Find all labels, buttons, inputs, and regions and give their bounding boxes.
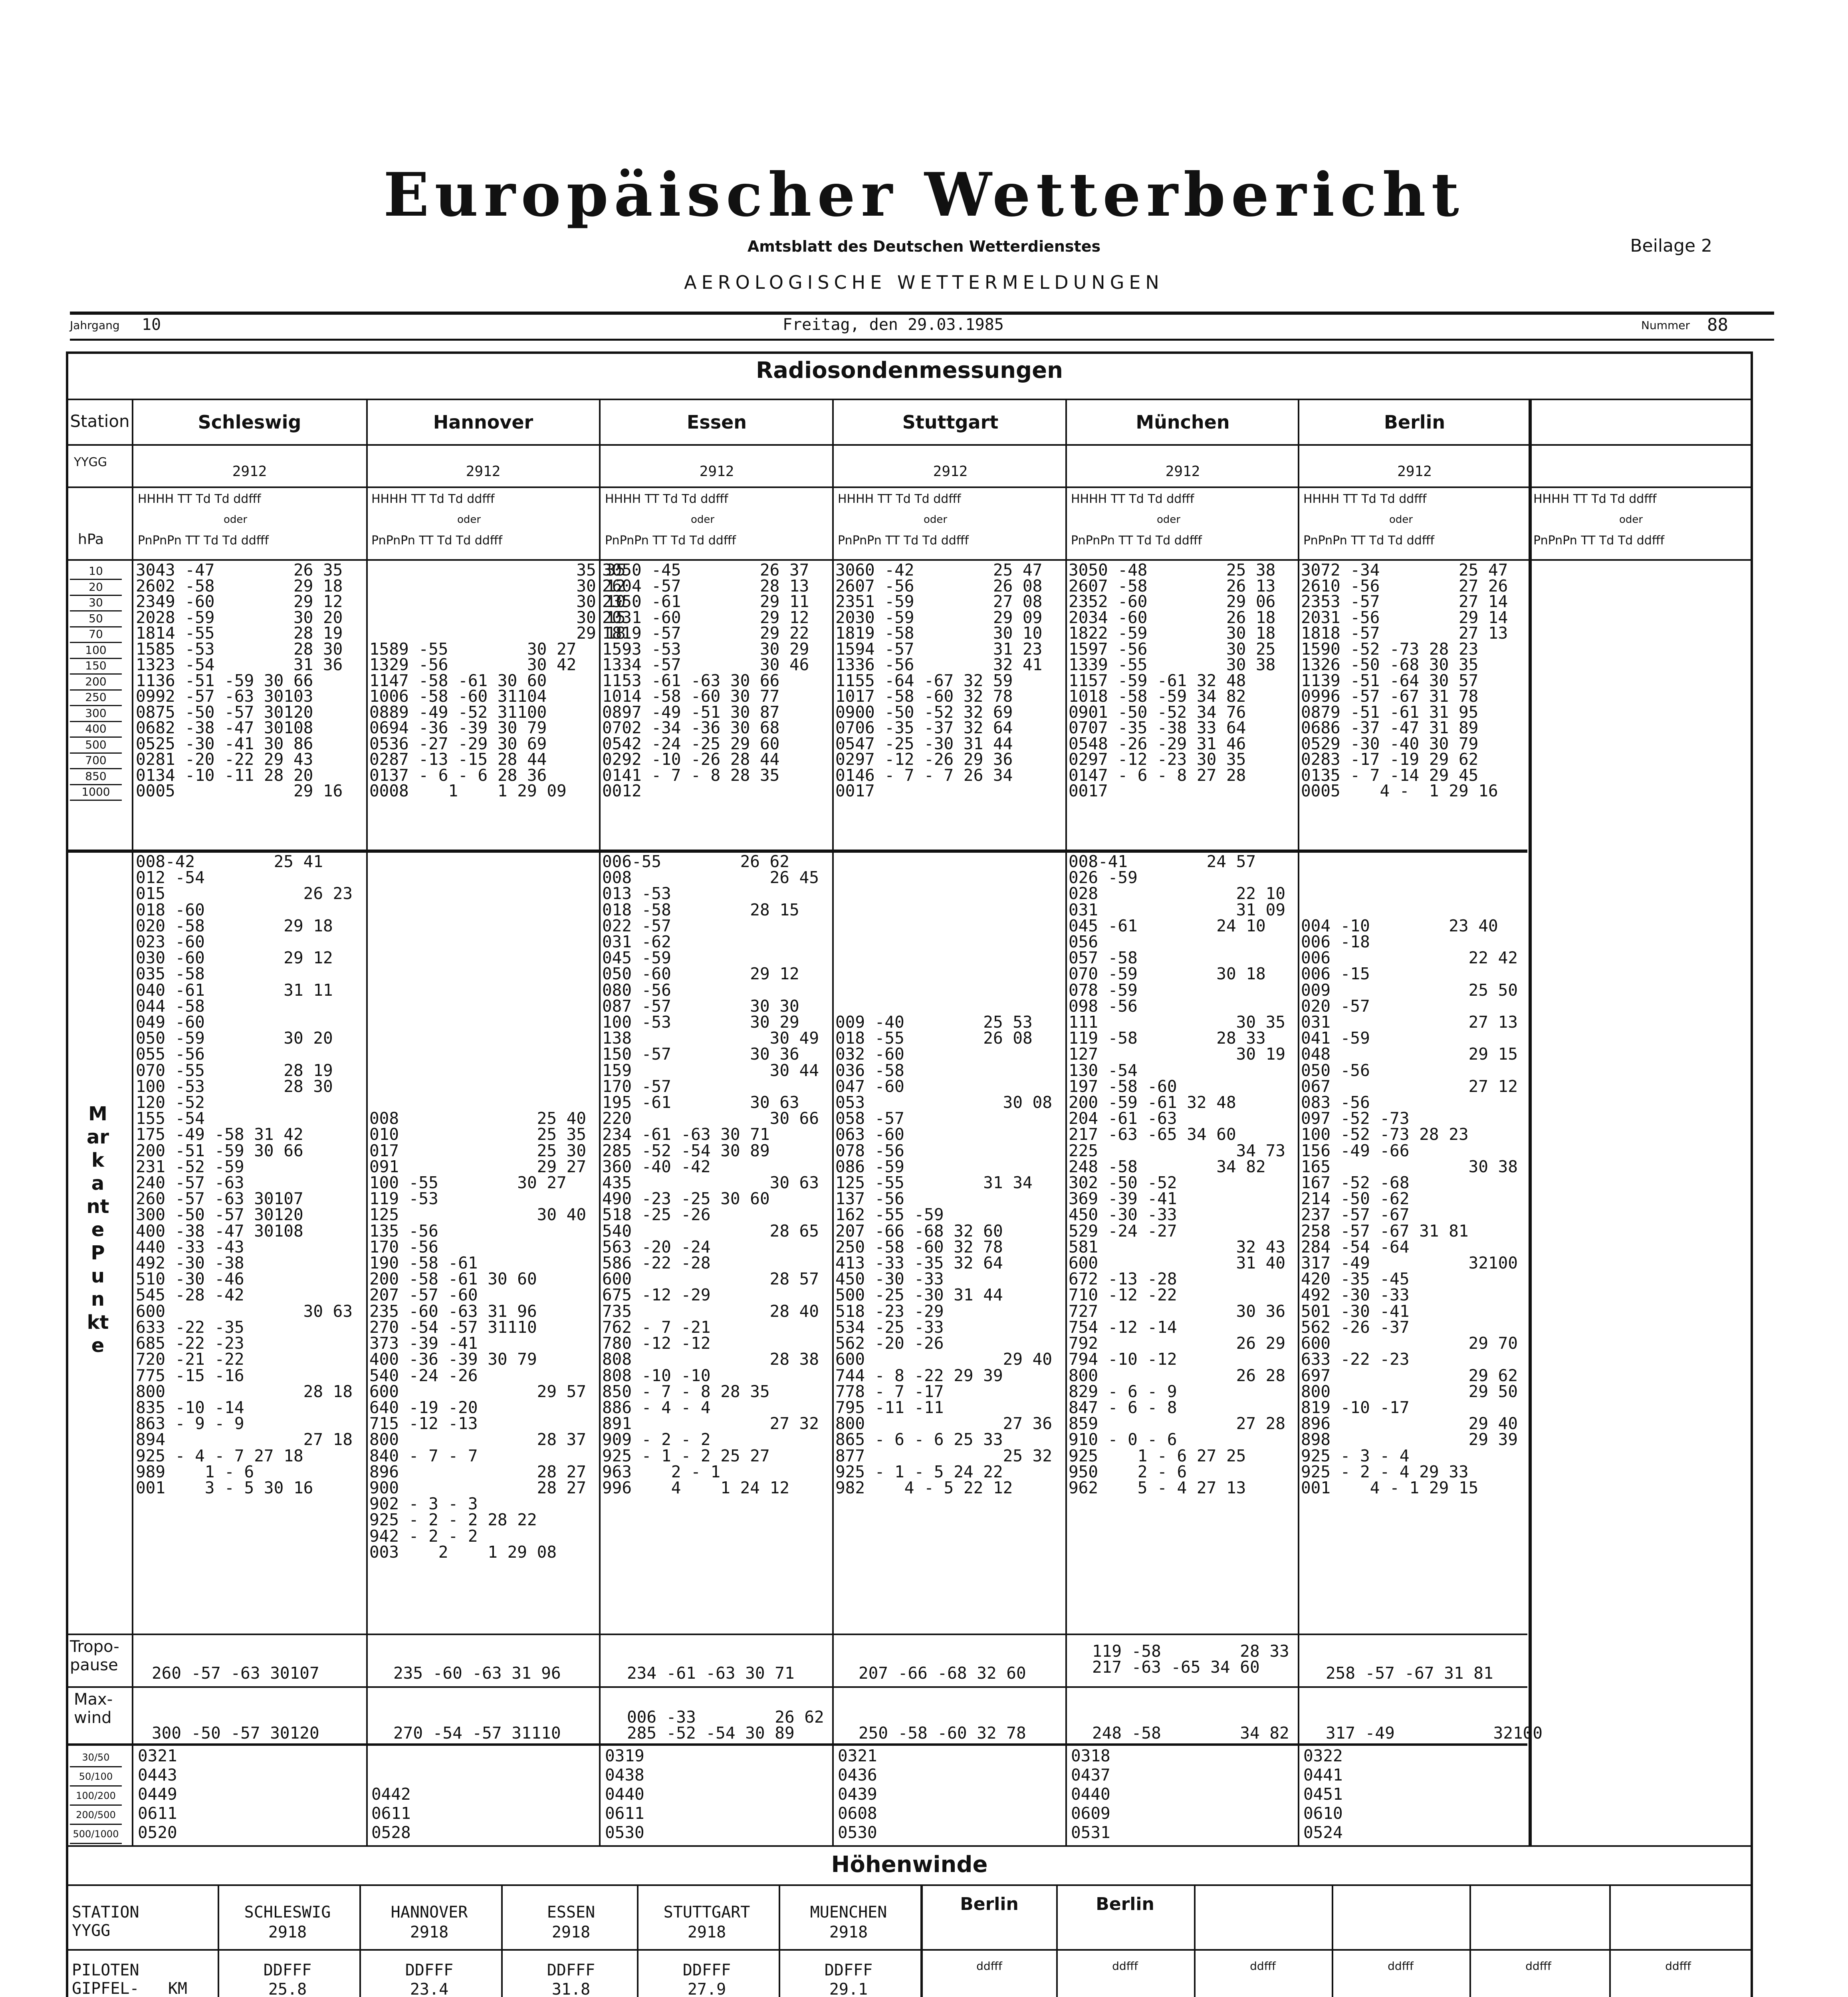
header-rule bbox=[70, 312, 1774, 315]
col-header-oder: oder bbox=[691, 514, 715, 526]
pressure-level-300: 300 bbox=[70, 705, 122, 722]
significant-points-muenchen: 008-41 24 57 026 -59 028 22 10 031 31 09 045 -61 24 10 056 057 -58 070 -59 30 18 078 -59 098 -56 111 30 35 119 -58 28 33 127 30 19 130 -54 197 -58 -60 200 -59 -61 32 48 204 -61 -63 217 -63 -65 34 60 225 34 73 248 -58 34 82 302 -50 -52 369 -39 -41 450 -30 -33 529 -24 -27 581 32 43 600 31 40 672 -13 -28 710 -12 -22 727 30 36 754 -12 -14 792 26 29 794 -10 -12 800 26 28 829 - 6 - 9 847 - 6 - 8 859 27 28 910 - 0 - 6 925 1 - 6 27 25 950 2 - 6 962 5 - 4 27 13 bbox=[1069, 852, 1286, 1497]
col-header: PnPnPn TT Td Td ddfff bbox=[605, 534, 736, 548]
col-header: PnPnPn TT Td Td ddfff bbox=[838, 534, 969, 548]
pilot-labels: PILOTEN GIPFEL- KM bbox=[72, 1961, 187, 1997]
col-header-oder: oder bbox=[924, 514, 948, 526]
maxwind-schleswig: 300 -50 -57 30120 bbox=[152, 1723, 319, 1743]
wind-extra-head: ddfff bbox=[976, 1959, 1002, 1973]
significant-points-essen: 006-55 26 62 008 26 45 013 -53 018 -58 28 15 022 -57 031 -62 045 -59 050 -60 29 12 080 -56 087 -57 30 30 100 -53 30 29 138 30 49 150 -57 30 36 159 30 44 170 -57 195 -61 30 63 220 30 66 234 -61 -63 30 71 285 -52 -54 30 89 360 -40 -42 435 30 63 490 -23 -25 30 60 518 -25 -26 540 28 65 563 -20 -24 586 -22 -28 600 28 57 675 -12 -29 735 28 40 762 - 7 -21 780 -12 -12 808 28 38 808 -10 -10 850 - 7 - 8 28 35 886 - 4 - 4 891 27 32 909 - 2 - 2 925 - 1 - 2 25 27 963 2 - 1 996 4 1 24 12 bbox=[602, 852, 819, 1497]
wind-station-yygg: 2918 bbox=[687, 1923, 726, 1941]
col-header-oder: oder bbox=[1619, 514, 1643, 526]
jahrgang-label: Jahrgang bbox=[70, 319, 120, 332]
section-heading: AEROLOGISCHE WETTERMELDUNGEN bbox=[684, 272, 1164, 293]
wind-station-head: DDFFF bbox=[682, 1961, 731, 1979]
rule bbox=[66, 1686, 1527, 1688]
rule bbox=[66, 1884, 1753, 1886]
col-rule bbox=[1469, 1884, 1471, 1997]
yygg-value: 2912 bbox=[1165, 463, 1200, 480]
maxwind-stuttgart: 250 -58 -60 32 78 bbox=[859, 1723, 1026, 1743]
col-rule bbox=[832, 399, 834, 1845]
col-rule bbox=[1298, 399, 1299, 1845]
col-header: HHHH TT Td Td ddfff bbox=[838, 492, 961, 506]
col-rule bbox=[1332, 1884, 1333, 1997]
col-rule bbox=[1056, 1884, 1058, 1997]
pressure-level-250: 250 bbox=[70, 689, 122, 706]
maxwind-muenchen: 248 -58 34 82 bbox=[1092, 1723, 1289, 1743]
wind-row-labels: STATION YYGG bbox=[72, 1903, 139, 1940]
col-rule bbox=[1609, 1884, 1611, 1997]
page-title: Europäischer Wetterbericht bbox=[383, 160, 1465, 230]
col-header: HHHH TT Td Td ddfff bbox=[1071, 492, 1194, 506]
station-name-schleswig: Schleswig bbox=[198, 411, 301, 433]
pressure-level-500: 500 bbox=[70, 737, 122, 754]
nummer-value: 88 bbox=[1707, 315, 1728, 335]
significant-points-stuttgart: 009 -40 25 53 018 -55 26 08 032 -60 036 -58 047 -60 053 30 08 058 -57 063 -60 078 -56 086 -59 125 -55 31 34 137 -56 162 -55 -59 207 -66 -68 32 60 250 -58 -60 32 78 413 -33 -35 32 64 450 -30 -33 500 -25 -30 31 44 518 -23 -29 534 -25 -33 562 -20 -26 600 29 40 744 - 8 -22 29 39 778 - 7 -17 795 -11 -11 800 27 36 865 - 6 - 6 25 33 877 25 32 925 - 1 - 5 24 22 982 4 - 5 22 12 bbox=[835, 1012, 1053, 1497]
col-rule bbox=[1065, 399, 1067, 1845]
wind-extra-head: ddfff bbox=[1525, 1959, 1551, 1973]
wind-station-name: HANNOVER bbox=[391, 1903, 468, 1922]
thickness-berlin: 0322 0441 0451 0610 0524 bbox=[1303, 1746, 1343, 1842]
maxwind-label: Max- wind bbox=[74, 1690, 113, 1727]
wind-extra-head: ddfff bbox=[1112, 1959, 1138, 1973]
jahrgang-value: 10 bbox=[142, 316, 161, 334]
significant-points-berlin: 004 -10 23 40 006 -18 006 22 42 006 -15 009 25 50 020 -57 031 27 13 041 -59 048 29 15 050 -56 067 27 12 083 -56 097 -52 -73 100 -52 -73 28 23 156 -49 -66 165 30 38 167 -52 -68 214 -50 -62 237 -57 -67 258 -57 -67 31 81 284 -54 -64 317 -49 32100 420 -35 -45 492 -30 -33 501 -30 -41 562 -26 -37 600 29 70 633 -22 -23 697 29 62 800 29 50 819 -10 -17 896 29 40 898 29 39 925 - 3 - 4 925 - 2 - 4 29 33 001 4 - 1 29 15 bbox=[1301, 916, 1518, 1497]
thickness-layer-2: 100/200 bbox=[70, 1787, 122, 1806]
thickness-layer-4: 500/1000 bbox=[70, 1825, 122, 1844]
yygg-value: 2912 bbox=[466, 463, 501, 480]
col-header: PnPnPn TT Td Td ddfff bbox=[1533, 534, 1665, 548]
col-header: PnPnPn TT Td Td ddfff bbox=[371, 534, 503, 548]
rule bbox=[66, 1634, 1527, 1635]
col-rule bbox=[501, 1884, 503, 1997]
tropopause-label: Tropo- pause bbox=[70, 1638, 119, 1674]
col-rule bbox=[779, 1884, 780, 1997]
col-rule bbox=[366, 399, 368, 1845]
col-rule bbox=[359, 1884, 361, 1997]
maxwind-hannover: 270 -54 -57 31110 bbox=[393, 1723, 561, 1743]
standard-levels-berlin: 3072 -34 25 47 2610 -56 27 26 2353 -57 27 14 2031 -56 29 14 1818 -57 27 13 1590 -52 -73 28 23 1326 -50 -68 30 35 1139 -51 -64 30 57 0996 -57 -67 31 78 0879 -51 -61 31 95 0686 -37 -47 31 89 0529 -30 -40 30 79 0283 -17 -19 29 62 0135 - 7 -14 29 45 0005 4 - 1 29 16 bbox=[1301, 560, 1508, 800]
wind-station-head: DDFFF bbox=[547, 1961, 595, 1979]
tropopause-muenchen: 119 -58 28 33 217 -63 -65 34 60 bbox=[1092, 1642, 1289, 1677]
col-rule bbox=[132, 399, 133, 1845]
wind-extra-head: ddfff bbox=[1388, 1959, 1414, 1973]
hoehenwinde-title: Höhenwinde bbox=[831, 1852, 988, 1878]
wind-station-yygg: 2918 bbox=[410, 1923, 449, 1941]
col-rule bbox=[218, 1884, 219, 1997]
thickness-schleswig: 0321 0443 0449 0611 0520 bbox=[138, 1746, 177, 1842]
station-name-muenchen: München bbox=[1136, 411, 1230, 433]
wind-station-gipfel: 25.8 bbox=[268, 1980, 307, 1997]
pressure-level-20: 20 bbox=[70, 579, 122, 596]
standard-levels-essen: 3050 -45 26 37 2604 -57 28 13 2350 -61 29 11 2031 -60 29 12 1819 -57 29 22 1593 -53 30 29 1334 -57 30 46 1153 -61 -63 30 66 1014 -58 -60 30 77 0897 -49 -51 30 87 0702 -34 -36 30 68 0542 -24 -25 29 60 0292 -10 -26 28 44 0141 - 7 - 8 28 35 0012 bbox=[602, 560, 809, 800]
wind-station-name: ESSEN bbox=[547, 1903, 595, 1922]
maxwind-essen: 006 -33 26 62 285 -52 -54 30 89 bbox=[627, 1707, 824, 1743]
wind-extra-head: ddfff bbox=[1665, 1959, 1691, 1973]
col-rule bbox=[1194, 1884, 1196, 1997]
pressure-level-700: 700 bbox=[70, 752, 122, 769]
rule bbox=[66, 1743, 1527, 1746]
pressure-level-30: 30 bbox=[70, 595, 122, 611]
standard-levels-schleswig: 3043 -47 26 35 2602 -58 29 18 2349 -60 29 12 2028 -59 30 20 1814 -55 28 19 1585 -53 28 30 1323 -54 31 36 1136 -51 -59 30 66 0992 -57 -63 30103 0875 -50 -57 30120 0682 -38 -47 30108 0525 -30 -41 30 86 0281 -20 -22 29 43 0134 -10 -11 28 20 0005 29 16 bbox=[136, 560, 343, 800]
yygg-value: 2912 bbox=[1397, 463, 1432, 480]
yygg-value: 2912 bbox=[699, 463, 734, 480]
rule bbox=[66, 486, 1753, 488]
thickness-hannover: 0442 0611 0528 bbox=[371, 1785, 411, 1842]
wind-station-gipfel: 29.1 bbox=[829, 1980, 868, 1997]
tropopause-essen: 234 -61 -63 30 71 bbox=[627, 1664, 795, 1683]
nummer-label: Nummer bbox=[1641, 319, 1690, 332]
col-rule bbox=[1529, 399, 1532, 1845]
hpa-label: hPa bbox=[78, 531, 104, 548]
col-header-oder: oder bbox=[1157, 514, 1181, 526]
standard-levels-muenchen: 3050 -48 25 38 2607 -58 26 13 2352 -60 29 06 2034 -60 26 18 1822 -59 30 18 1597 -56 30 25 1339 -55 30 38 1157 -59 -61 32 48 1018 -58 -59 34 82 0901 -50 -52 34 76 0707 -35 -38 33 64 0548 -26 -29 31 46 0297 -12 -23 30 35 0147 - 6 - 8 27 28 0017 bbox=[1069, 560, 1276, 800]
wind-station-yygg: 2918 bbox=[268, 1923, 307, 1941]
station-name-essen: Essen bbox=[686, 411, 747, 433]
thickness-stuttgart: 0321 0436 0439 0608 0530 bbox=[838, 1746, 877, 1842]
wind-extra-station: Berlin bbox=[960, 1894, 1019, 1914]
wind-station-name: STUTTGART bbox=[663, 1903, 750, 1922]
issue-date: Freitag, den 29.03.1985 bbox=[783, 316, 1004, 334]
wind-station-gipfel: 23.4 bbox=[410, 1980, 449, 1997]
tropopause-schleswig: 260 -57 -63 30107 bbox=[152, 1664, 319, 1683]
pressure-level-10: 10 bbox=[70, 563, 122, 580]
pressure-level-200: 200 bbox=[70, 674, 122, 691]
station-label: Station bbox=[70, 411, 130, 431]
publisher-subtitle: Amtsblatt des Deutschen Wetterdienstes bbox=[747, 238, 1101, 255]
pressure-level-400: 400 bbox=[70, 721, 122, 738]
thickness-essen: 0319 0438 0440 0611 0530 bbox=[605, 1746, 644, 1842]
pressure-level-50: 50 bbox=[70, 611, 122, 627]
wind-station-name: MUENCHEN bbox=[810, 1903, 887, 1922]
rule bbox=[66, 1949, 1753, 1951]
pressure-level-70: 70 bbox=[70, 626, 122, 643]
pressure-level-100: 100 bbox=[70, 642, 122, 659]
significant-points-hannover: 008 25 40 010 25 35 017 25 30 091 29 27 100 -55 30 27 119 -53 125 30 40 135 -56 170 -56 190 -58 -61 200 -58 -61 30 60 207 -57 -60 235 -60 -63 31 96 270 -54 -57 31110 373 -39 -41 400 -36 -39 30 79 540 -24 -26 600 29 57 640 -19 -20 715 -12 -13 800 28 37 840 - 7 - 7 896 28 27 900 28 27 902 - 3 - 3 925 - 2 - 2 28 22 942 - 2 - 2 003 2 1 29 08 bbox=[369, 1109, 587, 1562]
rule bbox=[66, 399, 1753, 400]
col-header-oder: oder bbox=[224, 514, 248, 526]
wind-extra-head: ddfff bbox=[1250, 1959, 1276, 1973]
wind-station-head: DDFFF bbox=[405, 1961, 454, 1979]
thickness-muenchen: 0318 0437 0440 0609 0531 bbox=[1071, 1746, 1110, 1842]
thickness-layer-0: 30/50 bbox=[70, 1749, 122, 1767]
significant-points-schleswig: 008-42 25 41 012 -54 015 26 23 018 -60 020 -58 29 18 023 -60 030 -60 29 12 035 -58 040 -61 31 11 044 -58 049 -60 050 -59 30 20 055 -56 070 -55 28 19 100 -53 28 30 120 -52 155 -54 175 -49 -58 31 42 200 -51 -59 30 66 231 -52 -59 240 -57 -63 260 -57 -63 30107 300 -50 -57 30120 400 -38 -47 30108 440 -33 -43 492 -30 -38 510 -30 -46 545 -28 -42 600 30 63 633 -22 -35 685 -22 -23 720 -21 -22 775 -15 -16 800 28 18 835 -10 -14 863 - 9 - 9 894 27 18 925 - 4 - 7 27 18 989 1 - 6 001 3 - 5 30 16 bbox=[136, 852, 353, 1497]
col-header-oder: oder bbox=[1389, 514, 1413, 526]
col-header: HHHH TT Td Td ddfff bbox=[605, 492, 728, 506]
yygg-value: 2912 bbox=[933, 463, 968, 480]
maxwind-berlin: 317 -49 32100 bbox=[1326, 1723, 1543, 1743]
standard-levels-hannover: 35 35 30 12 30 10 30 15 29 18 1589 -55 30 27 1329 -56 30 42 1147 -58 -61 30 60 1006 -58 -60 31104 0889 -49 -52 31100 0694 -36 -39 30 79 0536 -27 -29 30 69 0287 -13 -15 28 44 0137 - 6 - 6 28 36 0008 1 1 29 09 bbox=[369, 560, 626, 800]
rule bbox=[66, 444, 1753, 446]
col-header: HHHH TT Td Td ddfff bbox=[371, 492, 495, 506]
markante-punkte-label: Markante Punkte bbox=[86, 1103, 109, 1357]
supplement-label: Beilage 2 bbox=[1630, 236, 1712, 256]
tropopause-berlin: 258 -57 -67 31 81 bbox=[1326, 1664, 1493, 1683]
pressure-level-150: 150 bbox=[70, 658, 122, 675]
wind-station-gipfel: 31.8 bbox=[551, 1980, 591, 1997]
tropopause-hannover: 235 -60 -63 31 96 bbox=[393, 1664, 561, 1683]
wind-extra-station: Berlin bbox=[1096, 1894, 1154, 1914]
col-header: HHHH TT Td Td ddfff bbox=[1533, 492, 1657, 506]
station-name-stuttgart: Stuttgart bbox=[902, 411, 999, 433]
standard-levels-stuttgart: 3060 -42 25 47 2607 -56 26 08 2351 -59 27 08 2030 -59 29 09 1819 -58 30 10 1594 -57 31 23 1336 -56 32 41 1155 -64 -67 32 59 1017 -58 -60 32 78 0900 -50 -52 32 69 0706 -35 -37 32 64 0547 -25 -30 31 44 0297 -12 -26 29 36 0146 - 7 - 7 26 34 0017 bbox=[835, 560, 1043, 800]
col-header: PnPnPn TT Td Td ddfff bbox=[138, 534, 269, 548]
tropopause-stuttgart: 207 -66 -68 32 60 bbox=[859, 1664, 1026, 1683]
thickness-layer-3: 200/500 bbox=[70, 1806, 122, 1825]
pressure-level-1000: 1000 bbox=[70, 784, 122, 801]
wind-station-head: DDFFF bbox=[824, 1961, 873, 1979]
yygg-value: 2912 bbox=[232, 463, 267, 480]
col-header: PnPnPn TT Td Td ddfff bbox=[1071, 534, 1202, 548]
station-name-hannover: Hannover bbox=[433, 411, 533, 433]
yygg-label: YYGG bbox=[74, 455, 107, 469]
wind-station-yygg: 2918 bbox=[829, 1923, 868, 1941]
rule bbox=[66, 1845, 1753, 1847]
header-rule-2 bbox=[70, 339, 1774, 341]
station-name-berlin: Berlin bbox=[1384, 411, 1445, 433]
wind-station-name: SCHLESWIG bbox=[244, 1903, 331, 1922]
wind-station-gipfel: 27.9 bbox=[687, 1980, 726, 1997]
col-header: HHHH TT Td Td ddfff bbox=[1303, 492, 1427, 506]
thickness-layer-1: 50/100 bbox=[70, 1768, 122, 1787]
col-header: PnPnPn TT Td Td ddfff bbox=[1303, 534, 1435, 548]
wind-station-head: DDFFF bbox=[263, 1961, 312, 1979]
col-header-oder: oder bbox=[457, 514, 481, 526]
col-header: HHHH TT Td Td ddfff bbox=[138, 492, 261, 506]
pressure-level-850: 850 bbox=[70, 768, 122, 785]
wind-station-yygg: 2918 bbox=[551, 1923, 591, 1941]
radiosonde-title: Radiosondenmessungen bbox=[756, 357, 1063, 383]
